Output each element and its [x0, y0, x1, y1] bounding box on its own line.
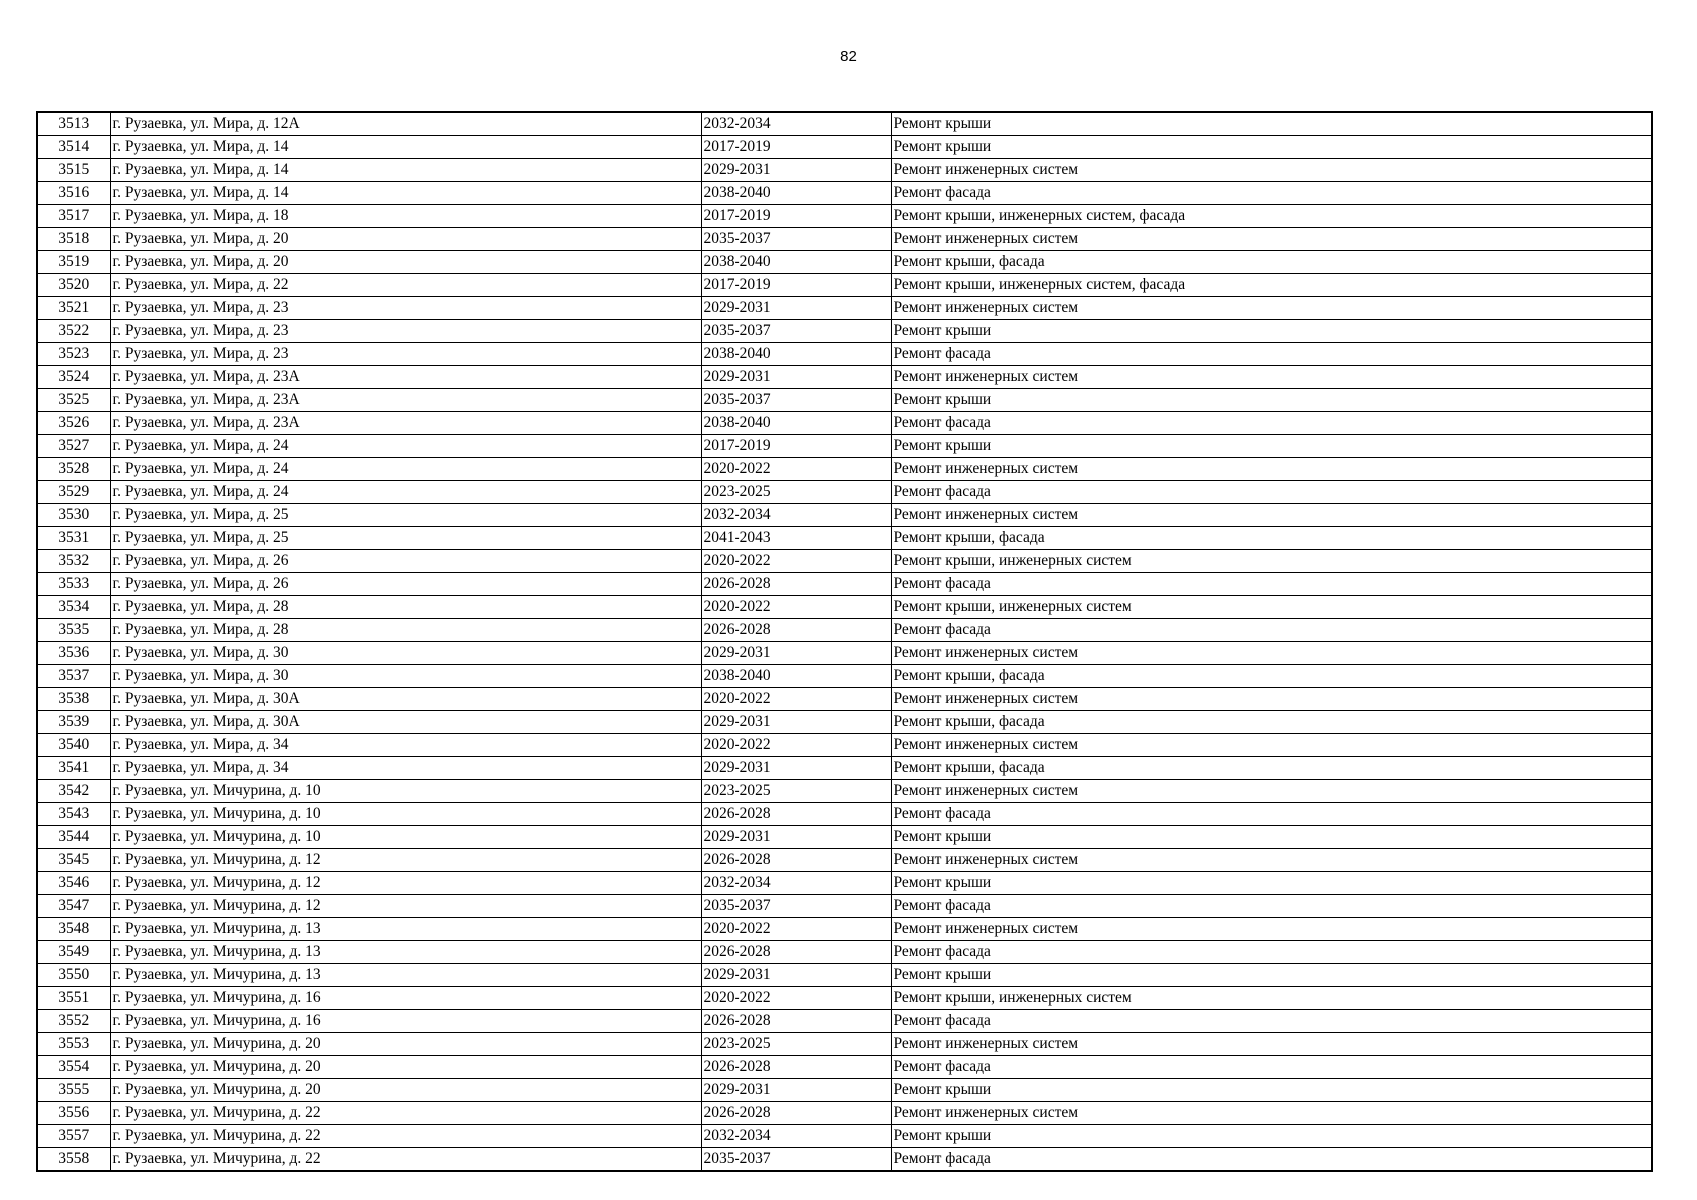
address-cell: г. Рузаевка, ул. Мичурина, д. 12: [110, 849, 701, 872]
table-row: [37, 1079, 1652, 1102]
address-cell: г. Рузаевка, ул. Мира, д. 22: [110, 274, 701, 297]
row-number-cell: 3534: [37, 596, 110, 619]
work-type-cell: Ремонт фасада: [891, 481, 1652, 504]
address-cell: г. Рузаевка, ул. Мира, д. 23А: [110, 389, 701, 412]
table-row: [37, 895, 1652, 918]
row-number-cell: 3558: [37, 1148, 110, 1172]
period-cell: 2038-2040: [701, 251, 891, 274]
address-cell: г. Рузаевка, ул. Мичурина, д. 10: [110, 803, 701, 826]
address-cell: г. Рузаевка, ул. Мира, д. 12А: [110, 112, 701, 136]
row-number-cell: 3533: [37, 573, 110, 596]
address-cell: г. Рузаевка, ул. Мира, д. 14: [110, 182, 701, 205]
row-number-cell: 3535: [37, 619, 110, 642]
row-number-cell: 3517: [37, 205, 110, 228]
row-number-cell: 3545: [37, 849, 110, 872]
work-type-cell: Ремонт инженерных систем: [891, 780, 1652, 803]
work-type-cell: Ремонт крыши: [891, 1125, 1652, 1148]
period-cell: 2038-2040: [701, 412, 891, 435]
address-cell: г. Рузаевка, ул. Мира, д. 14: [110, 136, 701, 159]
row-number-cell: 3555: [37, 1079, 110, 1102]
table-row: [37, 734, 1652, 757]
period-cell: 2020-2022: [701, 918, 891, 941]
row-number-cell: 3554: [37, 1056, 110, 1079]
address-cell: г. Рузаевка, ул. Мира, д. 25: [110, 504, 701, 527]
period-cell: 2020-2022: [701, 688, 891, 711]
address-cell: г. Рузаевка, ул. Мичурина, д. 22: [110, 1148, 701, 1172]
work-type-cell: Ремонт инженерных систем: [891, 297, 1652, 320]
table-row: [37, 665, 1652, 688]
table-row: [37, 504, 1652, 527]
table-row: [37, 136, 1652, 159]
period-cell: 2029-2031: [701, 757, 891, 780]
address-cell: г. Рузаевка, ул. Мира, д. 20: [110, 228, 701, 251]
address-cell: г. Рузаевка, ул. Мичурина, д. 10: [110, 826, 701, 849]
period-cell: 2029-2031: [701, 1079, 891, 1102]
table-row: [37, 642, 1652, 665]
row-number-cell: 3544: [37, 826, 110, 849]
table-row: [37, 112, 1652, 136]
work-type-cell: Ремонт инженерных систем: [891, 366, 1652, 389]
table-row: [37, 872, 1652, 895]
period-cell: 2026-2028: [701, 1010, 891, 1033]
row-number-cell: 3552: [37, 1010, 110, 1033]
row-number-cell: 3537: [37, 665, 110, 688]
period-cell: 2038-2040: [701, 343, 891, 366]
work-type-cell: Ремонт инженерных систем: [891, 734, 1652, 757]
period-cell: 2029-2031: [701, 964, 891, 987]
work-type-cell: Ремонт инженерных систем: [891, 458, 1652, 481]
period-cell: 2035-2037: [701, 320, 891, 343]
work-type-cell: Ремонт крыши, фасада: [891, 251, 1652, 274]
table-row: [37, 711, 1652, 734]
period-cell: 2026-2028: [701, 1056, 891, 1079]
work-type-cell: Ремонт крыши: [891, 1079, 1652, 1102]
work-type-cell: Ремонт фасада: [891, 182, 1652, 205]
row-number-cell: 3530: [37, 504, 110, 527]
address-cell: г. Рузаевка, ул. Мира, д. 23: [110, 320, 701, 343]
work-type-cell: Ремонт инженерных систем: [891, 918, 1652, 941]
table-row: [37, 251, 1652, 274]
row-number-cell: 3524: [37, 366, 110, 389]
table-row: [37, 320, 1652, 343]
period-cell: 2035-2037: [701, 1148, 891, 1172]
address-cell: г. Рузаевка, ул. Мира, д. 26: [110, 550, 701, 573]
address-cell: г. Рузаевка, ул. Мира, д. 24: [110, 435, 701, 458]
period-cell: 2020-2022: [701, 550, 891, 573]
table-row: [37, 918, 1652, 941]
work-type-cell: Ремонт фасада: [891, 1148, 1652, 1172]
period-cell: 2029-2031: [701, 366, 891, 389]
table-row: [37, 412, 1652, 435]
address-cell: г. Рузаевка, ул. Мира, д. 28: [110, 596, 701, 619]
period-cell: 2023-2025: [701, 481, 891, 504]
period-cell: 2023-2025: [701, 780, 891, 803]
work-type-cell: Ремонт крыши: [891, 389, 1652, 412]
period-cell: 2026-2028: [701, 849, 891, 872]
row-number-cell: 3513: [37, 112, 110, 136]
work-type-cell: Ремонт крыши, фасада: [891, 711, 1652, 734]
work-type-cell: Ремонт крыши, фасада: [891, 665, 1652, 688]
period-cell: 2017-2019: [701, 435, 891, 458]
address-cell: г. Рузаевка, ул. Мичурина, д. 22: [110, 1102, 701, 1125]
period-cell: 2029-2031: [701, 711, 891, 734]
period-cell: 2035-2037: [701, 389, 891, 412]
row-number-cell: 3539: [37, 711, 110, 734]
work-type-cell: Ремонт фасада: [891, 573, 1652, 596]
address-cell: г. Рузаевка, ул. Мичурина, д. 13: [110, 941, 701, 964]
address-cell: г. Рузаевка, ул. Мира, д. 24: [110, 481, 701, 504]
table-row: [37, 366, 1652, 389]
row-number-cell: 3546: [37, 872, 110, 895]
row-number-cell: 3528: [37, 458, 110, 481]
table-row: [37, 596, 1652, 619]
address-cell: г. Рузаевка, ул. Мира, д. 14: [110, 159, 701, 182]
table-row: [37, 550, 1652, 573]
table-row: [37, 297, 1652, 320]
period-cell: 2026-2028: [701, 619, 891, 642]
table-row: [37, 1033, 1652, 1056]
period-cell: 2041-2043: [701, 527, 891, 550]
work-type-cell: Ремонт инженерных систем: [891, 849, 1652, 872]
row-number-cell: 3525: [37, 389, 110, 412]
row-number-cell: 3522: [37, 320, 110, 343]
address-cell: г. Рузаевка, ул. Мичурина, д. 12: [110, 895, 701, 918]
period-cell: 2029-2031: [701, 297, 891, 320]
work-type-cell: Ремонт инженерных систем: [891, 159, 1652, 182]
row-number-cell: 3516: [37, 182, 110, 205]
row-number-cell: 3536: [37, 642, 110, 665]
row-number-cell: 3553: [37, 1033, 110, 1056]
work-type-cell: Ремонт фасада: [891, 343, 1652, 366]
table-row: [37, 573, 1652, 596]
row-number-cell: 3531: [37, 527, 110, 550]
address-cell: г. Рузаевка, ул. Мира, д. 30: [110, 642, 701, 665]
table-row: [37, 1102, 1652, 1125]
work-type-cell: Ремонт крыши, инженерных систем: [891, 987, 1652, 1010]
period-cell: 2029-2031: [701, 159, 891, 182]
address-cell: г. Рузаевка, ул. Мира, д. 26: [110, 573, 701, 596]
work-type-cell: Ремонт инженерных систем: [891, 228, 1652, 251]
table-row: [37, 1056, 1652, 1079]
table-row: [37, 159, 1652, 182]
row-number-cell: 3543: [37, 803, 110, 826]
table-row: [37, 458, 1652, 481]
address-cell: г. Рузаевка, ул. Мира, д. 23: [110, 297, 701, 320]
address-cell: г. Рузаевка, ул. Мира, д. 34: [110, 734, 701, 757]
table-row: [37, 182, 1652, 205]
table-row: [37, 1148, 1652, 1172]
address-cell: г. Рузаевка, ул. Мичурина, д. 20: [110, 1079, 701, 1102]
row-number-cell: 3518: [37, 228, 110, 251]
row-number-cell: 3529: [37, 481, 110, 504]
period-cell: 2032-2034: [701, 1125, 891, 1148]
address-cell: г. Рузаевка, ул. Мира, д. 28: [110, 619, 701, 642]
row-number-cell: 3515: [37, 159, 110, 182]
work-type-cell: Ремонт фасада: [891, 1010, 1652, 1033]
work-type-cell: Ремонт крыши: [891, 826, 1652, 849]
table-body: [37, 112, 1652, 1171]
period-cell: 2035-2037: [701, 895, 891, 918]
row-number-cell: 3527: [37, 435, 110, 458]
row-number-cell: 3538: [37, 688, 110, 711]
period-cell: 2032-2034: [701, 504, 891, 527]
table-row: [37, 274, 1652, 297]
address-cell: г. Рузаевка, ул. Мичурина, д. 16: [110, 1010, 701, 1033]
period-cell: 2023-2025: [701, 1033, 891, 1056]
work-type-cell: Ремонт фасада: [891, 1056, 1652, 1079]
row-number-cell: 3550: [37, 964, 110, 987]
work-type-cell: Ремонт крыши: [891, 964, 1652, 987]
period-cell: 2017-2019: [701, 136, 891, 159]
row-number-cell: 3523: [37, 343, 110, 366]
period-cell: 2020-2022: [701, 987, 891, 1010]
row-number-cell: 3547: [37, 895, 110, 918]
period-cell: 2026-2028: [701, 941, 891, 964]
address-cell: г. Рузаевка, ул. Мичурина, д. 16: [110, 987, 701, 1010]
work-type-cell: Ремонт инженерных систем: [891, 688, 1652, 711]
period-cell: 2026-2028: [701, 1102, 891, 1125]
row-number-cell: 3549: [37, 941, 110, 964]
work-type-cell: Ремонт крыши: [891, 320, 1652, 343]
period-cell: 2038-2040: [701, 665, 891, 688]
work-type-cell: Ремонт крыши, инженерных систем, фасада: [891, 205, 1652, 228]
address-cell: г. Рузаевка, ул. Мичурина, д. 13: [110, 964, 701, 987]
work-type-cell: Ремонт крыши: [891, 872, 1652, 895]
table-row: [37, 987, 1652, 1010]
period-cell: 2032-2034: [701, 872, 891, 895]
row-number-cell: 3519: [37, 251, 110, 274]
period-cell: 2026-2028: [701, 573, 891, 596]
work-type-cell: Ремонт крыши: [891, 112, 1652, 136]
table-row: [37, 1125, 1652, 1148]
row-number-cell: 3556: [37, 1102, 110, 1125]
work-type-cell: Ремонт инженерных систем: [891, 1033, 1652, 1056]
work-type-cell: Ремонт инженерных систем: [891, 642, 1652, 665]
address-cell: г. Рузаевка, ул. Мичурина, д. 13: [110, 918, 701, 941]
row-number-cell: 3521: [37, 297, 110, 320]
work-type-cell: Ремонт фасада: [891, 803, 1652, 826]
row-number-cell: 3526: [37, 412, 110, 435]
address-cell: г. Рузаевка, ул. Мира, д. 20: [110, 251, 701, 274]
table-row: [37, 826, 1652, 849]
row-number-cell: 3540: [37, 734, 110, 757]
repair-schedule-table: [36, 111, 1653, 1172]
work-type-cell: Ремонт крыши, фасада: [891, 757, 1652, 780]
table-row: [37, 780, 1652, 803]
work-type-cell: Ремонт фасада: [891, 412, 1652, 435]
table-row: [37, 688, 1652, 711]
address-cell: г. Рузаевка, ул. Мичурина, д. 22: [110, 1125, 701, 1148]
period-cell: 2020-2022: [701, 734, 891, 757]
address-cell: г. Рузаевка, ул. Мира, д. 24: [110, 458, 701, 481]
table-row: [37, 1010, 1652, 1033]
row-number-cell: 3551: [37, 987, 110, 1010]
period-cell: 2038-2040: [701, 182, 891, 205]
address-cell: г. Рузаевка, ул. Мичурина, д. 10: [110, 780, 701, 803]
table-row: [37, 941, 1652, 964]
table-row: [37, 527, 1652, 550]
table-row: [37, 343, 1652, 366]
table-row: [37, 803, 1652, 826]
table-row: [37, 481, 1652, 504]
address-cell: г. Рузаевка, ул. Мичурина, д. 20: [110, 1033, 701, 1056]
work-type-cell: Ремонт крыши: [891, 136, 1652, 159]
period-cell: 2029-2031: [701, 642, 891, 665]
period-cell: 2017-2019: [701, 274, 891, 297]
work-type-cell: Ремонт крыши, инженерных систем: [891, 596, 1652, 619]
table-row: [37, 619, 1652, 642]
row-number-cell: 3548: [37, 918, 110, 941]
work-type-cell: Ремонт крыши: [891, 435, 1652, 458]
row-number-cell: 3520: [37, 274, 110, 297]
address-cell: г. Рузаевка, ул. Мира, д. 23А: [110, 412, 701, 435]
address-cell: г. Рузаевка, ул. Мира, д. 25: [110, 527, 701, 550]
address-cell: г. Рузаевка, ул. Мира, д. 34: [110, 757, 701, 780]
address-cell: г. Рузаевка, ул. Мира, д. 23А: [110, 366, 701, 389]
row-number-cell: 3514: [37, 136, 110, 159]
period-cell: 2017-2019: [701, 205, 891, 228]
row-number-cell: 3557: [37, 1125, 110, 1148]
period-cell: 2035-2037: [701, 228, 891, 251]
table-row: [37, 757, 1652, 780]
address-cell: г. Рузаевка, ул. Мира, д. 23: [110, 343, 701, 366]
work-type-cell: Ремонт фасада: [891, 941, 1652, 964]
work-type-cell: Ремонт инженерных систем: [891, 504, 1652, 527]
address-cell: г. Рузаевка, ул. Мира, д. 30А: [110, 688, 701, 711]
period-cell: 2032-2034: [701, 112, 891, 136]
period-cell: 2020-2022: [701, 596, 891, 619]
address-cell: г. Рузаевка, ул. Мира, д. 18: [110, 205, 701, 228]
table-row: [37, 435, 1652, 458]
work-type-cell: Ремонт инженерных систем: [891, 1102, 1652, 1125]
work-type-cell: Ремонт фасада: [891, 895, 1652, 918]
work-type-cell: Ремонт крыши, инженерных систем, фасада: [891, 274, 1652, 297]
table-row: [37, 389, 1652, 412]
address-cell: г. Рузаевка, ул. Мира, д. 30: [110, 665, 701, 688]
address-cell: г. Рузаевка, ул. Мичурина, д. 20: [110, 1056, 701, 1079]
table-row: [37, 849, 1652, 872]
row-number-cell: 3541: [37, 757, 110, 780]
period-cell: 2029-2031: [701, 826, 891, 849]
table-row: [37, 205, 1652, 228]
period-cell: 2026-2028: [701, 803, 891, 826]
table-row: [37, 228, 1652, 251]
page-number: 82: [840, 48, 857, 65]
address-cell: г. Рузаевка, ул. Мира, д. 30А: [110, 711, 701, 734]
table-row: [37, 964, 1652, 987]
row-number-cell: 3542: [37, 780, 110, 803]
address-cell: г. Рузаевка, ул. Мичурина, д. 12: [110, 872, 701, 895]
period-cell: 2020-2022: [701, 458, 891, 481]
row-number-cell: 3532: [37, 550, 110, 573]
work-type-cell: Ремонт фасада: [891, 619, 1652, 642]
work-type-cell: Ремонт крыши, фасада: [891, 527, 1652, 550]
work-type-cell: Ремонт крыши, инженерных систем: [891, 550, 1652, 573]
